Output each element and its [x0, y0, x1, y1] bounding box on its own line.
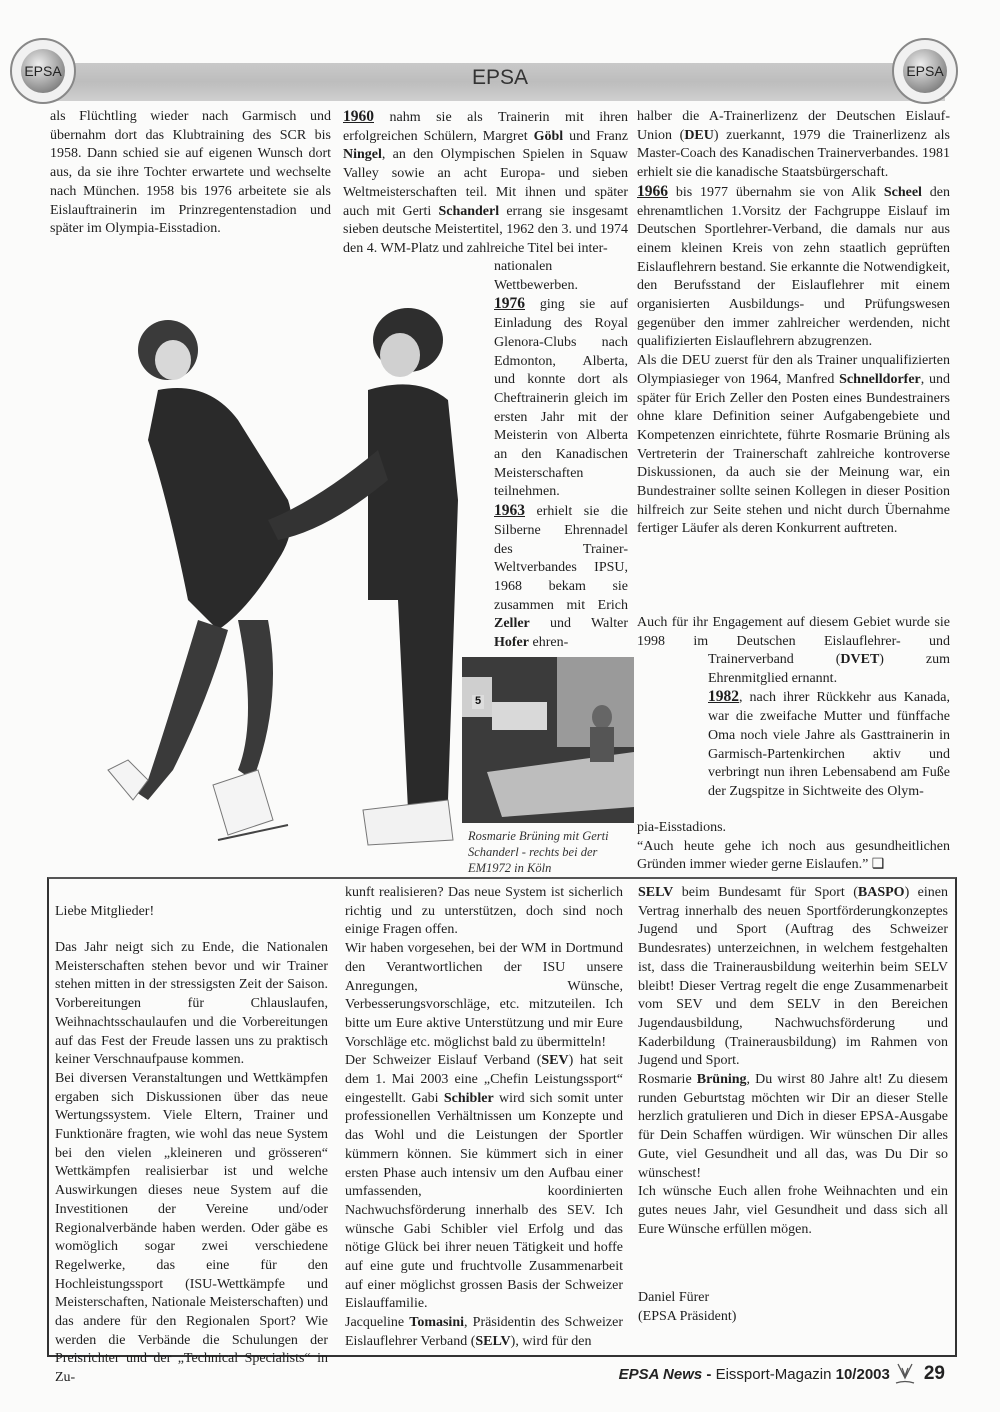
- text-run: Wir haben vorgesehen, bei der WM in Dortmund den Verantwortlichen der ISU unsere Anregungen, Wünsche, Verbesserungsvorschläge, etc. mitzuteilen. Ich bitte um Eure aktive Unterstützung und mir Eure Vorschläge etc. möglichst bald zu übermitteln!: [345, 941, 623, 1050]
- paragraph: [343, 108, 628, 259]
- bold-name: SELV: [638, 885, 674, 900]
- year-heading: 1982: [708, 688, 739, 706]
- article-column-3-bottom: [637, 819, 950, 875]
- epsa-logo-right: [892, 38, 958, 104]
- bold-name: Brüning: [696, 1072, 747, 1088]
- paragraph: [638, 1071, 948, 1183]
- paragraph: [345, 884, 623, 940]
- text-run: den ehrenamtlichen 1.Vorsitz der Fachgruppe Eislauf im Deutschen Sportlehrer-Verband, die damals nur aus einem kleinen Kreis von zehn staatlich geprüften Eislauflehrern bestand. Sie erkannte die Notwendigkeit, den Berufsstand der Eislauflehrer mit einem organisierten Ausbildungs- und Prüfungswesen gegenüber den immer zahlreicher werdenden, nicht qualifizierten Eislauflehrern abzugrenzen.: [637, 184, 950, 350]
- text-run: erhielt sie die Silberne Ehrennadel des Trainer-Weltverbandes IPSU, 1968 bekam sie zusammen mit Erich: [494, 504, 628, 613]
- paragraph: [494, 502, 628, 653]
- photo-number: 5: [472, 695, 484, 709]
- text-run: Bei diversen Veranstaltungen und Wettkämpfen ergaben sich Diskussionen über das neue Wertungssystem. Viele Eltern, Trainer und Funktionäre fragten, wie wohl das neue System bei den vielen „kleineren und grösseren“ Wettkämpfen realisierbar ist und welche Auswirkungen dieses neue System auf die Investitionen der Vereine und/oder Regionalverbände haben werden. Oder gäbe es womöglich sogar zwei verschiedene Regelwerke, das eine für den Hochleistungssport (ISU-Wettkämpfe und Meisterschaften, Nationale Meisterschaften) und das andere für den Regionalen Sport? Wie werden die Verbände die Schulungen der Preisrichter und der „Technical Specialists“ in Zu-: [55, 1070, 328, 1386]
- text-run: Rosmarie: [638, 1072, 697, 1088]
- signature-title: (EPSA Präsident): [638, 1309, 737, 1324]
- paragraph: [494, 295, 628, 502]
- text-run: bis 1977 übernahm sie von Alik: [668, 184, 884, 200]
- footer-issue: 10/2003: [835, 1365, 890, 1383]
- paragraph: [708, 651, 950, 688]
- year-heading: 1976: [494, 295, 525, 313]
- footer-magazine: Eissport-Magazin: [715, 1365, 836, 1383]
- text-run: und Walter: [529, 616, 628, 632]
- section-title: EPSA: [471, 66, 529, 89]
- bold-name: Zeller: [494, 616, 530, 632]
- logo-text: EPSA: [903, 49, 947, 93]
- text-run: , Präsidentin des Schweizer Eislauflehrer Verband (: [345, 1315, 623, 1349]
- text-run: , und später für Erich Zeller den Posten eines Bundestrainers ohne klare Definition seiner Aufgabengebiete und Kompetenzen einrichtete, führte Rosmarie Brüning als Vertreterin der Trainerschaft zahlreiche kontroverse Diskussionen, da auch sie der Meinung war, ein Bundestrainer sollte seinen Kollegen in dieser Position hilfreich zur Seite stehen und nicht durch Übernahme fertiger Läufer als deren Konkurrent auftreten.: [637, 371, 951, 537]
- paragraph: [637, 819, 950, 838]
- skate-icon: [894, 1362, 916, 1386]
- year-heading: 1963: [494, 502, 525, 520]
- text-run: ) hat seit dem 1. Mai 2003 eine „Chefin Leistungssport“ eingestellt. Gabi: [345, 1053, 623, 1106]
- text-run: ehren-: [528, 635, 569, 651]
- bold-name: Schibler: [443, 1090, 494, 1106]
- paragraph: [637, 352, 950, 539]
- text-run: Trainerverband (: [708, 652, 841, 667]
- paragraph: [345, 940, 623, 1052]
- bold-name: SELV: [475, 1333, 511, 1349]
- bold-name: Hofer: [494, 635, 529, 651]
- paragraph: [55, 939, 328, 1070]
- text-run: , nach ihrer Rückkehr aus Kanada, war die zweifache Mutter und fünffache Oma noch viele Jahre als Gasttrainerin in Garmisch-Partenkirchen aktiv und verbringt nun ihren Lebensabend am Fuße der Zugspitze in Sichtweite des Olym-: [708, 690, 950, 799]
- bold-name: Schanderl: [438, 203, 500, 219]
- paragraph: [708, 688, 950, 801]
- text-run: Als die DEU zuerst für den als Trainer unqualifizierten Olympiasieger von 1964, Manfred: [637, 353, 950, 387]
- article-column-3-indent: [708, 651, 950, 802]
- year-heading: 1966: [637, 182, 668, 200]
- paragraph: [637, 108, 950, 183]
- bold-name: Göbl: [533, 128, 564, 144]
- paragraph: [638, 1183, 948, 1239]
- bold-name: BASPO: [857, 885, 905, 900]
- bold-name: Scheel: [883, 184, 922, 200]
- paragraph: [638, 884, 948, 1071]
- footer-brand: EPSA News: [618, 1365, 703, 1383]
- text-run: , Du wirst 80 Jahre alt! Zu diesem runden Geburtstag möchten wir Dir an dieser Stelle herzlich gratulieren und Dich in dieser EPSA-Ausgabe für Dein Schaffen würdigen. Wir wünschen Dir alles Gute, viel Gesundheit und all das, was Du Dir so wünschest!: [638, 1072, 949, 1181]
- paragraph: [637, 614, 950, 651]
- paragraph: [637, 838, 950, 875]
- text-run: Der Schweizer Eislauf Verband (: [345, 1053, 542, 1069]
- text-run: als Flüchtling wieder nach Garmisch und übernahm dort das Klubtraining des SCR bis 1958. Dann schied sie auf eigenen Wunsch dort aus, da sie ihre Tochter erwartete und wechselte nach München. 1958 bis 1976 arbeitete sie als Eislauftrainerin im Prinzregentenstadion und später im Olympia-Eisstadion.: [50, 109, 331, 237]
- text-run: Jacqueline: [345, 1315, 410, 1331]
- text-run: errang sie insgesamt sieben deutsche Meistertitel, 1962 den 3. und 1974 den 4. WM-Platz und zahlreiche Titel bei inter-: [343, 203, 628, 256]
- letter-column-3: [638, 884, 948, 1239]
- article-column-2-top: [343, 108, 628, 259]
- letter-column-1: [55, 939, 328, 1388]
- text-run: ) einen Vertrag innerhalb des neuen Sportförderungkonzeptes Jugend und Sport (Auftrag des Schweizer Bundesrates) unterzeichnen, in welchem festgehalten ist, dass die Trainerausbildung weiterhin beim SELV bleibt! Dieser Vertrag regelt die enge Zusammenarbeit vom SEV und dem SELV in den Bereichen Jugendausbildung, Nachwuchsförderung und Kaderbildung (Trainerausbildung) im Rahmen von Jugend und Sport.: [638, 885, 948, 1069]
- page-footer: [619, 1362, 945, 1386]
- year-heading: 1960: [343, 108, 374, 125]
- text-run: Das Jahr neigt sich zu Ende, die Nationalen Meisterschaften stehen bevor und wir Trainer stehen mitten in der stressigsten Zeit der Saison. Vorbereitungen für Chlauslaufen, Weihnachtsschaulaufen und die Vorbereitungen auf das Fest der Freude lassen uns zu praktisch keiner Verschnaufpause kommen.: [55, 940, 328, 1068]
- text-run: beim Bundesamt für Sport (: [673, 885, 858, 900]
- epsa-logo-left: [10, 38, 76, 104]
- paragraph: [345, 1052, 623, 1314]
- text-run: ) zuerkannt, 1979 die Trainerlizenz als Master-Coach des Kanadischen Trainerverbandes. 1981 erhielt sie die kanadische Staatsbürgerschaft.: [637, 127, 950, 181]
- article-column-1: [50, 108, 331, 239]
- paragraph: [345, 1314, 623, 1351]
- bold-name: SEV: [541, 1053, 569, 1069]
- photo-caption: Rosmarie Brüning mit Gerti Schanderl - rechts bei der EM1972 in Köln: [468, 829, 609, 875]
- text-run: halber die A-Trainerlizenz der Deutschen Eislauf-Union (: [637, 109, 950, 143]
- article-column-2-narrow: [494, 258, 628, 653]
- letter-column-2: [345, 884, 623, 1352]
- text-run: Ich wünsche Euch allen frohe Weihnachten und ein gutes neues Jahr, viel Gesundheit und dass sich all Eure Wünsche erfüllen mögen.: [638, 1184, 948, 1237]
- article-column-3-wrap: [637, 614, 950, 651]
- text-run: Auch für ihr Engagement auf diesem Gebiet wurde sie 1998 im Deutschen Eislauflehrer- und: [637, 615, 950, 649]
- skating-photo: [88, 300, 493, 860]
- article-column-3-top: [637, 108, 950, 539]
- text-run: und Franz: [563, 128, 628, 144]
- logo-text: EPSA: [21, 49, 65, 93]
- bold-name: Schnelldorfer: [839, 371, 921, 387]
- text-run: “Auch heute gehe ich noch aus gesundheitlichen Gründen immer wieder gerne Eislaufen.” ❑: [637, 838, 950, 873]
- paragraph: [55, 1070, 328, 1388]
- footer-text: [619, 1366, 890, 1383]
- bold-name: Ningel: [343, 147, 382, 163]
- text-run: wird sich somit unter professionellen Verhältnissen um Konzepte und das Wohl und die Leistungen der Sportler kümmern können. Sie kümmert sich in einer ersten Phase auch intensiv um den Aufbau einer umfassenden, koordinierten Nachwuchsförderung innerhalb des SEV. Ich wünsche Gabi Schibler viel Erfolg und das nötige Glück bei ihrer neuen Tätigkeit und hoffe auf eine gute und fruchtvolle Zusammenarbeit auf einer möglichst grossen Basis der Schweizer Eislauffamilie.: [345, 1090, 623, 1312]
- text-run: ging sie auf Einladung des Royal Glenora-Clubs nach Edmonton, Alberta, und konnte dort als Cheftrainerin gleich im ersten Jahr mit der Meisterin von Alberta an den Kanadischen Meisterschaften teilnehmen.: [494, 297, 628, 500]
- bold-name: DVET: [840, 652, 880, 667]
- text-run: kunft realisieren? Das neue System ist sicherlich richtig und zu unterstützen, doch sind noch einige Fragen offen.: [345, 885, 623, 938]
- bold-name: DEU: [684, 127, 714, 143]
- letter-greeting: Liebe Mitglieder!: [55, 904, 155, 919]
- footer-sep: -: [702, 1365, 716, 1383]
- paragraph: [494, 258, 628, 295]
- text-run: ), wird für den: [510, 1333, 592, 1349]
- text-run: ) zum Ehrenmitglied ernannt.: [708, 652, 950, 686]
- inset-photo: [462, 657, 634, 823]
- signature-name: Daniel Fürer: [638, 1290, 710, 1305]
- text-run: nationalen Wettbewerben.: [494, 259, 578, 293]
- bold-name: Tomasini: [409, 1315, 464, 1331]
- text-run: pia-Eisstadions.: [637, 820, 727, 835]
- paragraph: [50, 108, 331, 239]
- paragraph: [637, 183, 950, 352]
- text-run: nahm sie als Trainerin mit ihren erfolgreichen Schülern, Margret: [343, 110, 628, 144]
- text-run: , an den Olympischen Spielen in Squaw Valley sowie an acht Europa- und sieben Weltmeisterschaften teil. Mit ihnen und später auch mit Gerti: [343, 147, 628, 219]
- page-number: 29: [923, 1363, 945, 1384]
